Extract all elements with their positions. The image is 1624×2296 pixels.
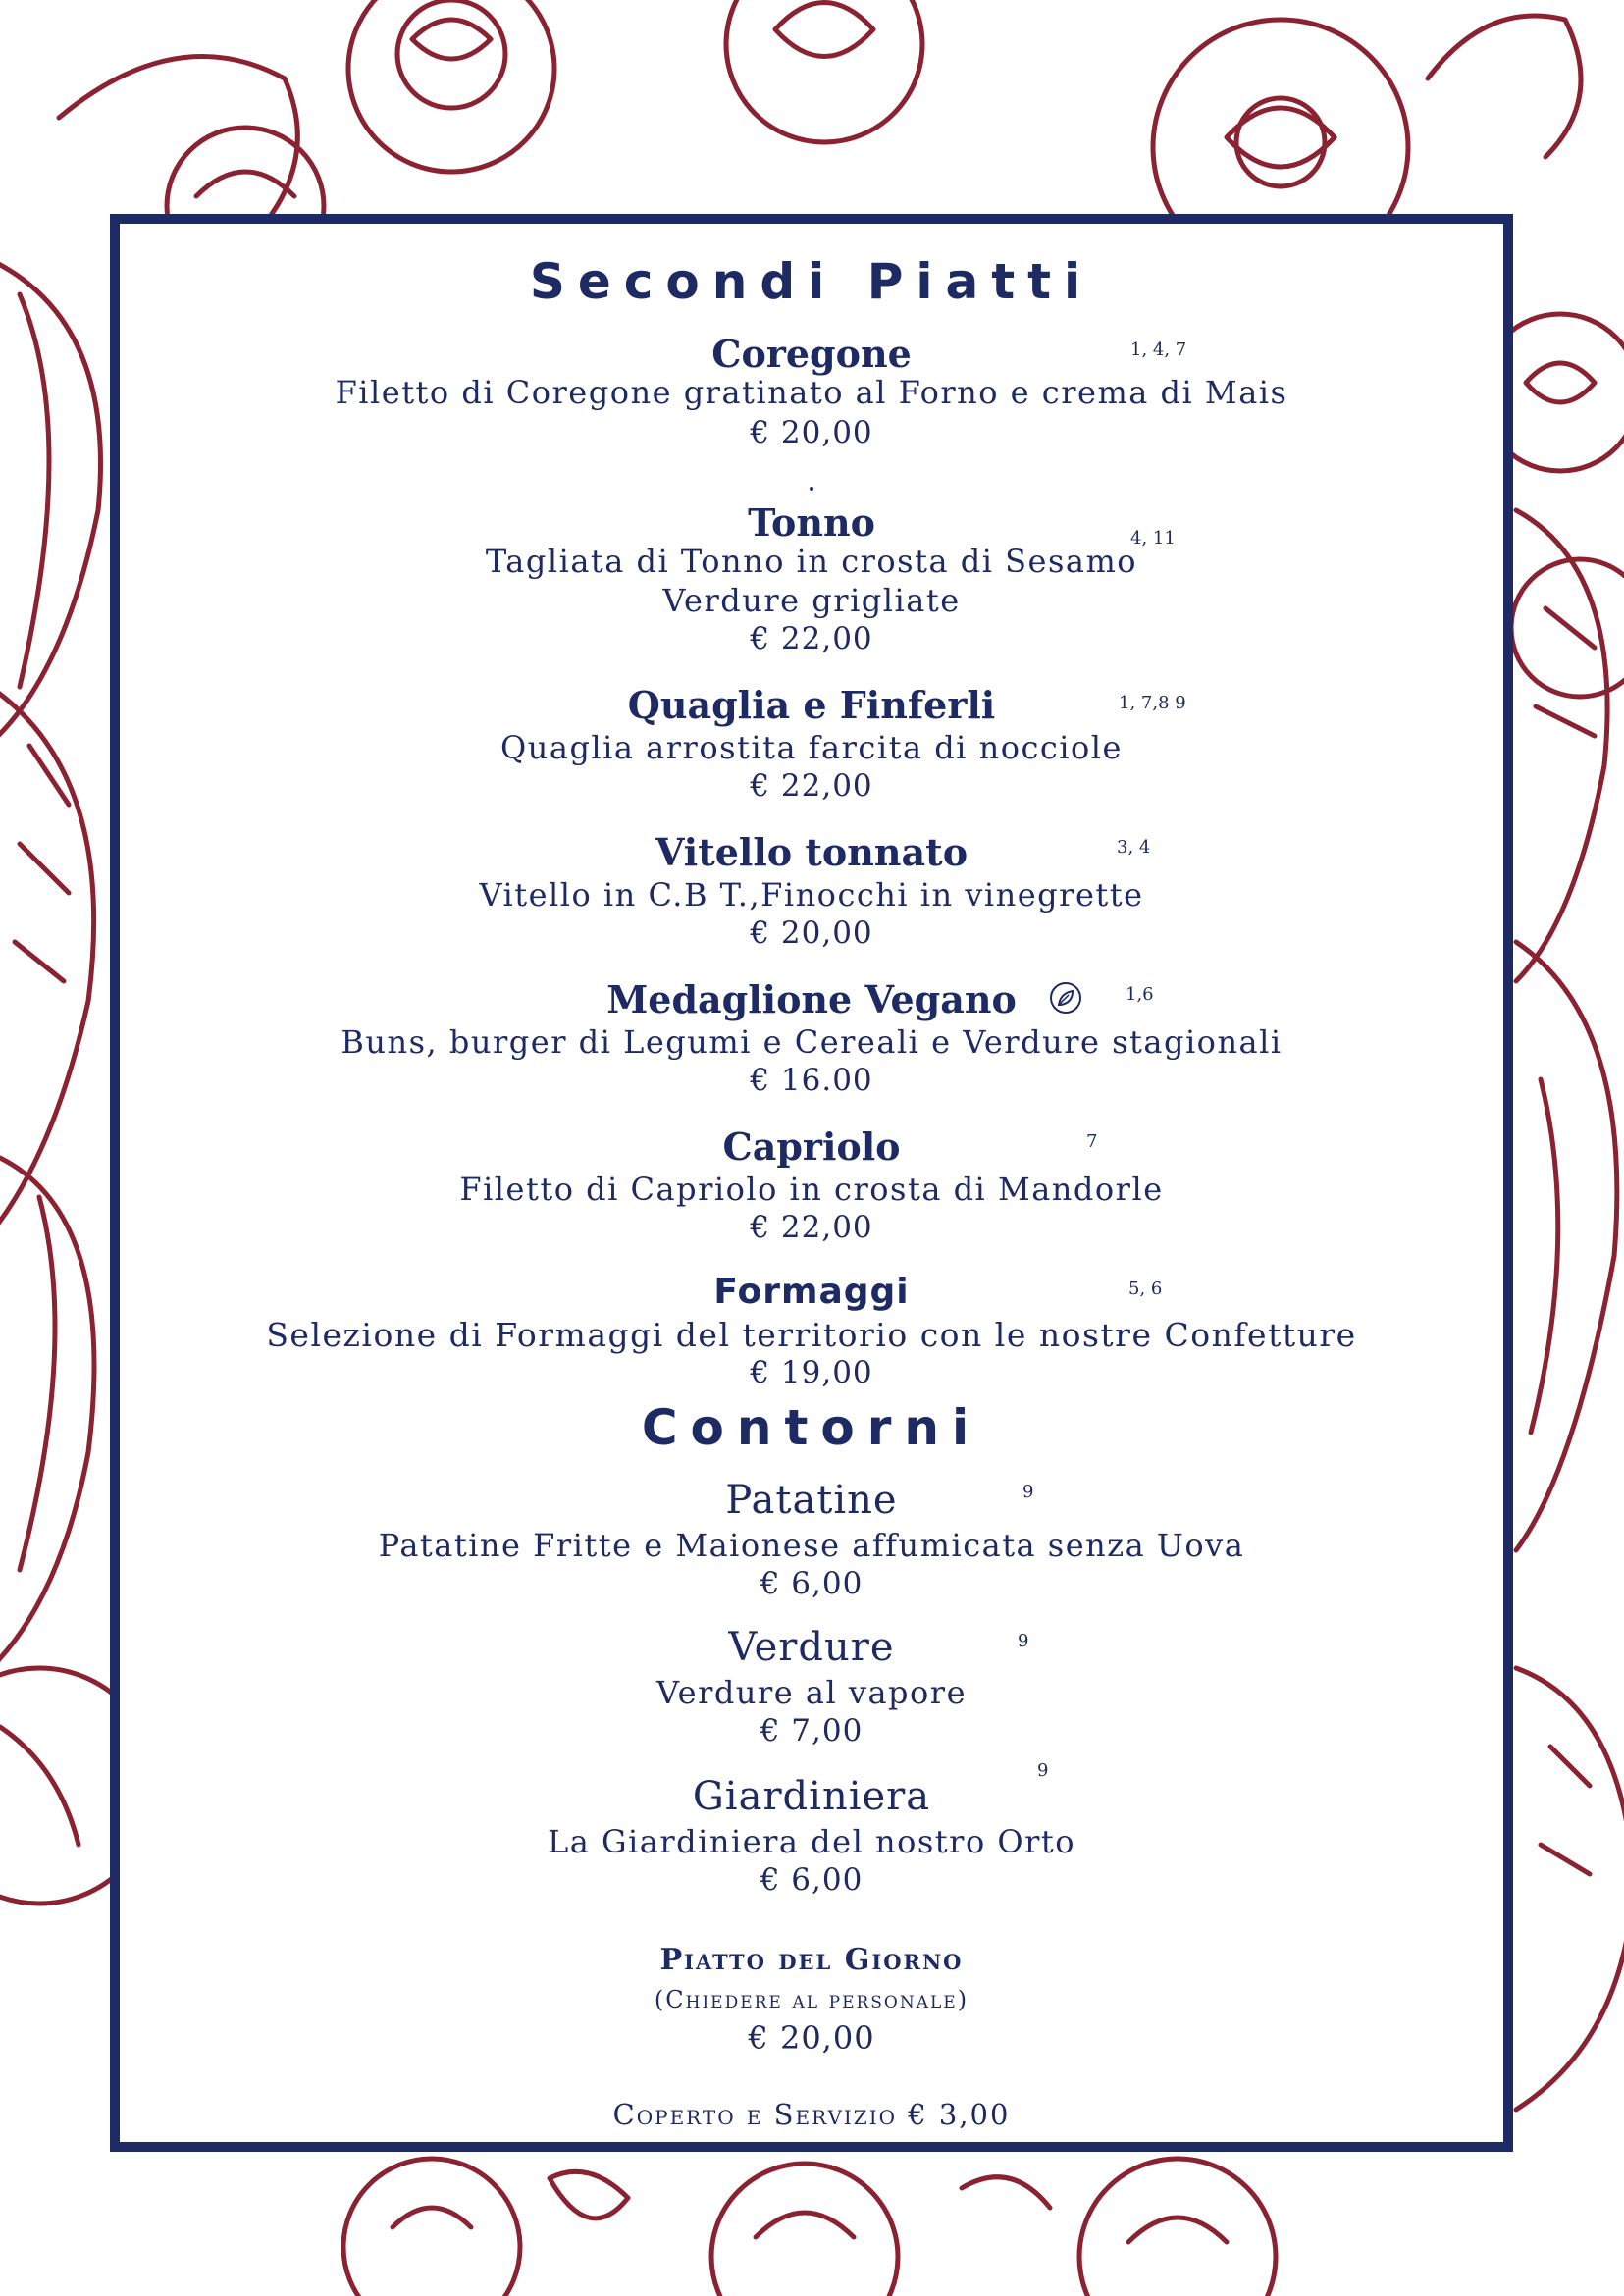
allergen-codes: 9 bbox=[1018, 1631, 1029, 1651]
dish-name: Giardiniera bbox=[692, 1774, 931, 1819]
dish-name: Quaglia e Finferli bbox=[627, 683, 996, 727]
dish-name: Coregone bbox=[711, 332, 912, 376]
allergen-codes: 1,6 bbox=[1126, 984, 1154, 1005]
dish-description: Verdure al vapore bbox=[655, 1674, 968, 1711]
allergen-codes: 4, 11 bbox=[1130, 528, 1176, 548]
dish-description: Filetto di Coregone gratinato al Forno e crema di Mais bbox=[335, 374, 1288, 411]
allergen-codes: 1, 4, 7 bbox=[1130, 339, 1187, 360]
dish-description: Verdure grigliate bbox=[662, 582, 961, 619]
section-title-secondi: Secondi Piatti bbox=[529, 253, 1094, 310]
dish-description: Vitello in C.B T.,Finocchi in vinegrette bbox=[479, 876, 1144, 913]
dish-name: Formaggi bbox=[713, 1272, 910, 1312]
menu-panel bbox=[110, 214, 1513, 2152]
allergen-codes: 3, 4 bbox=[1117, 837, 1151, 858]
allergen-codes: 7 bbox=[1086, 1131, 1098, 1152]
dish-description: Tagliata di Tonno in crosta di Sesamo bbox=[485, 543, 1138, 580]
dish-price: € 6,00 bbox=[760, 1862, 864, 1898]
separator-dot bbox=[810, 487, 813, 491]
allergen-codes: 1, 7,8 9 bbox=[1119, 693, 1186, 713]
special-title: Piatto del Giorno bbox=[659, 1943, 964, 1977]
allergen-codes: 5, 6 bbox=[1128, 1278, 1163, 1299]
allergen-codes: 9 bbox=[1037, 1760, 1049, 1781]
vegan-leaf-icon bbox=[1049, 981, 1082, 1015]
dish-description: La Giardiniera del nostro Orto bbox=[547, 1823, 1076, 1860]
dish-price: € 16.00 bbox=[750, 1063, 873, 1098]
dish-price: € 20,00 bbox=[750, 915, 873, 951]
dish-name: Tonno bbox=[748, 500, 875, 545]
section-title-contorni: Contorni bbox=[641, 1399, 982, 1456]
dish-description: Selezione di Formaggi del territorio con le nostre Confetture bbox=[266, 1316, 1357, 1354]
dish-name: Verdure bbox=[728, 1625, 895, 1670]
dish-price: € 22,00 bbox=[750, 768, 873, 804]
cover-charge: Coperto e Servizio € 3,00 bbox=[612, 2098, 1011, 2131]
dish-name: Patatine bbox=[725, 1478, 898, 1523]
dish-description: Quaglia arrostita farcita di nocciole bbox=[500, 729, 1123, 766]
special-price: € 20,00 bbox=[748, 2019, 875, 2057]
dish-name: Medaglione Vegano bbox=[606, 977, 1017, 1021]
allergen-codes: 9 bbox=[1022, 1482, 1034, 1502]
dish-price: € 6,00 bbox=[760, 1566, 864, 1601]
dish-price: € 22,00 bbox=[750, 1210, 873, 1245]
dish-name: Capriolo bbox=[722, 1124, 901, 1169]
special-note: (Chiedere al personale) bbox=[654, 1986, 969, 2013]
dish-price: € 22,00 bbox=[750, 621, 873, 656]
dish-description: Buns, burger di Legumi e Cereali e Verdure stagionali bbox=[341, 1023, 1283, 1061]
dish-price: € 20,00 bbox=[750, 415, 873, 450]
dish-description: Patatine Fritte e Maionese affumicata senza Uova bbox=[378, 1527, 1245, 1564]
dish-price: € 19,00 bbox=[750, 1355, 873, 1390]
dish-name: Vitello tonnato bbox=[655, 830, 969, 874]
dish-price: € 7,00 bbox=[760, 1713, 864, 1748]
dish-description: Filetto di Capriolo in crosta di Mandorle bbox=[459, 1171, 1164, 1208]
